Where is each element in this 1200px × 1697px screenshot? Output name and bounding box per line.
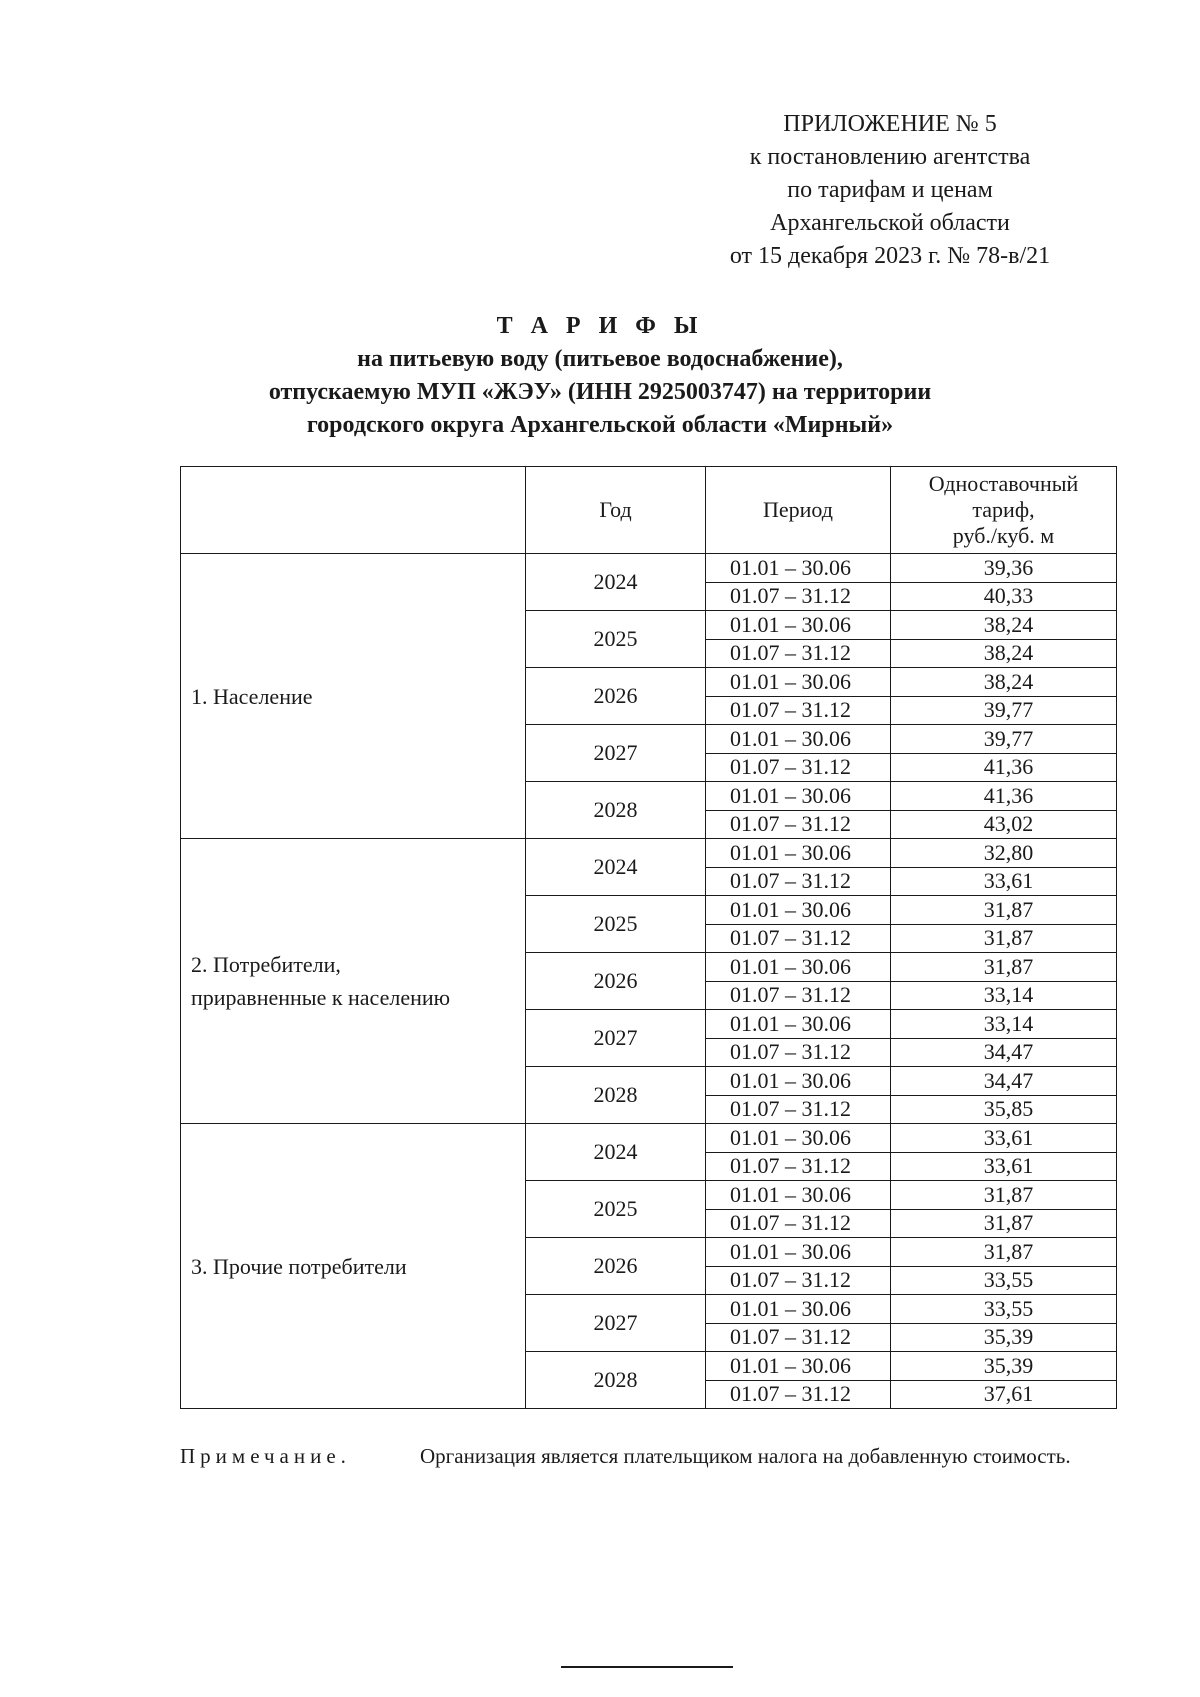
tariff-cell: 40,33 bbox=[891, 582, 1117, 611]
tariff-cell: 39,77 bbox=[891, 696, 1117, 725]
category-cell bbox=[181, 554, 526, 839]
year-cell: 2027 bbox=[526, 725, 706, 782]
tariff-cell: 38,24 bbox=[891, 611, 1117, 640]
table-row bbox=[181, 1124, 1117, 1153]
year-cell: 2028 bbox=[526, 782, 706, 839]
appendix-ref-line: по тарифам и ценам bbox=[787, 177, 993, 203]
year-cell: 2025 bbox=[526, 896, 706, 953]
header-year: Год bbox=[526, 467, 706, 554]
tariff-cell: 31,87 bbox=[891, 896, 1117, 925]
period-cell: 01.07 – 31.12 bbox=[706, 1323, 891, 1352]
header-category bbox=[181, 467, 526, 554]
period-cell: 01.07 – 31.12 bbox=[706, 696, 891, 725]
tariff-cell: 41,36 bbox=[891, 753, 1117, 782]
category-cell bbox=[181, 1124, 526, 1409]
year-cell: 2025 bbox=[526, 611, 706, 668]
year-cell: 2026 bbox=[526, 1238, 706, 1295]
year-cell: 2024 bbox=[526, 554, 706, 611]
header-tariff-unit: руб./куб. м bbox=[952, 523, 1055, 548]
header-tariff bbox=[891, 467, 1117, 554]
note-label: Примечание. bbox=[180, 1444, 351, 1468]
year-cell: 2026 bbox=[526, 953, 706, 1010]
year-cell: 2024 bbox=[526, 839, 706, 896]
tariff-cell: 38,24 bbox=[891, 639, 1117, 668]
tariff-cell: 39,36 bbox=[891, 554, 1117, 583]
table-body bbox=[181, 554, 1117, 1409]
period-cell: 01.07 – 31.12 bbox=[706, 1038, 891, 1067]
tariff-cell: 33,61 bbox=[891, 867, 1117, 896]
tariff-cell: 31,87 bbox=[891, 953, 1117, 982]
category-label: 2. Потребители, bbox=[191, 952, 341, 977]
period-cell: 01.07 – 31.12 bbox=[706, 867, 891, 896]
category-label: 1. Население bbox=[191, 683, 313, 709]
period-cell: 01.01 – 30.06 bbox=[706, 782, 891, 811]
category-label: 3. Прочие потребители bbox=[191, 1253, 407, 1279]
period-cell: 01.07 – 31.12 bbox=[706, 810, 891, 839]
period-cell: 01.01 – 30.06 bbox=[706, 725, 891, 754]
period-cell: 01.07 – 31.12 bbox=[706, 582, 891, 611]
year-cell: 2025 bbox=[526, 1181, 706, 1238]
year-cell: 2024 bbox=[526, 1124, 706, 1181]
tariff-cell: 31,87 bbox=[891, 1238, 1117, 1267]
period-cell: 01.01 – 30.06 bbox=[706, 896, 891, 925]
period-cell: 01.01 – 30.06 bbox=[706, 554, 891, 583]
tariff-cell: 33,14 bbox=[891, 981, 1117, 1010]
period-cell: 01.07 – 31.12 bbox=[706, 1266, 891, 1295]
period-cell: 01.07 – 31.12 bbox=[706, 1380, 891, 1409]
category-cell bbox=[181, 839, 526, 1124]
table-row bbox=[181, 554, 1117, 583]
tariff-cell: 31,87 bbox=[891, 924, 1117, 953]
header-tariff-line: Одноставочный bbox=[928, 471, 1079, 496]
tariff-cell: 35,39 bbox=[891, 1352, 1117, 1381]
period-cell: 01.01 – 30.06 bbox=[706, 1352, 891, 1381]
appendix-block bbox=[700, 108, 1080, 273]
period-cell: 01.01 – 30.06 bbox=[706, 668, 891, 697]
tariff-cell: 35,85 bbox=[891, 1095, 1117, 1124]
tariff-cell: 39,77 bbox=[891, 725, 1117, 754]
tariff-cell: 37,61 bbox=[891, 1380, 1117, 1409]
year-cell: 2027 bbox=[526, 1010, 706, 1067]
year-cell: 2026 bbox=[526, 668, 706, 725]
title-line: городского округа Архангельской области «Мирный» bbox=[306, 412, 894, 438]
tariff-cell: 33,14 bbox=[891, 1010, 1117, 1039]
period-cell: 01.01 – 30.06 bbox=[706, 1010, 891, 1039]
tariff-cell: 33,61 bbox=[891, 1152, 1117, 1181]
tariff-cell: 33,61 bbox=[891, 1124, 1117, 1153]
tariff-cell: 34,47 bbox=[891, 1067, 1117, 1096]
period-cell: 01.07 – 31.12 bbox=[706, 639, 891, 668]
period-cell: 01.01 – 30.06 bbox=[706, 1181, 891, 1210]
tariff-cell: 32,80 bbox=[891, 839, 1117, 868]
category-label: приравненные к населению bbox=[191, 985, 451, 1010]
title-line: отпускаемую МУП «ЖЭУ» (ИНН 2925003747) на территории bbox=[268, 379, 932, 405]
tariff-cell: 31,87 bbox=[891, 1209, 1117, 1238]
year-cell: 2028 bbox=[526, 1352, 706, 1409]
tariff-cell: 31,87 bbox=[891, 1181, 1117, 1210]
note-text: Организация является плательщиком налога на добавленную стоимость. bbox=[420, 1444, 1071, 1468]
table-row bbox=[181, 839, 1117, 868]
period-cell: 01.01 – 30.06 bbox=[706, 839, 891, 868]
title-heading: Т А Р И Ф Ы bbox=[496, 313, 704, 339]
year-cell: 2027 bbox=[526, 1295, 706, 1352]
tariff-cell: 35,39 bbox=[891, 1323, 1117, 1352]
period-cell: 01.07 – 31.12 bbox=[706, 981, 891, 1010]
period-cell: 01.01 – 30.06 bbox=[706, 1295, 891, 1324]
tariff-cell: 34,47 bbox=[891, 1038, 1117, 1067]
appendix-date-number: от 15 декабря 2023 г. № 78-в/21 bbox=[729, 243, 1051, 269]
header-period: Период bbox=[706, 467, 891, 554]
tariff-cell: 43,02 bbox=[891, 810, 1117, 839]
period-cell: 01.01 – 30.06 bbox=[706, 611, 891, 640]
period-cell: 01.07 – 31.12 bbox=[706, 1152, 891, 1181]
header-tariff-line: тариф, bbox=[972, 497, 1035, 522]
period-cell: 01.01 – 30.06 bbox=[706, 1067, 891, 1096]
closing-rule bbox=[561, 1666, 733, 1668]
title-line: на питьевую воду (питьевое водоснабжение), bbox=[357, 346, 843, 372]
appendix-number: ПРИЛОЖЕНИЕ № 5 bbox=[783, 111, 997, 137]
period-cell: 01.01 – 30.06 bbox=[706, 1124, 891, 1153]
period-cell: 01.07 – 31.12 bbox=[706, 924, 891, 953]
tariff-cell: 38,24 bbox=[891, 668, 1117, 697]
tariff-cell: 41,36 bbox=[891, 782, 1117, 811]
period-cell: 01.07 – 31.12 bbox=[706, 1209, 891, 1238]
period-cell: 01.01 – 30.06 bbox=[706, 1238, 891, 1267]
appendix-ref-line: Архангельской области bbox=[770, 210, 1010, 236]
tariff-cell: 33,55 bbox=[891, 1295, 1117, 1324]
tariff-cell: 33,55 bbox=[891, 1266, 1117, 1295]
tariff-table bbox=[180, 466, 1117, 1409]
table-header-row bbox=[181, 467, 1117, 554]
period-cell: 01.07 – 31.12 bbox=[706, 753, 891, 782]
year-cell: 2028 bbox=[526, 1067, 706, 1124]
period-cell: 01.07 – 31.12 bbox=[706, 1095, 891, 1124]
document-title bbox=[150, 310, 1050, 442]
period-cell: 01.01 – 30.06 bbox=[706, 953, 891, 982]
appendix-ref-line: к постановлению агентства bbox=[749, 144, 1031, 170]
